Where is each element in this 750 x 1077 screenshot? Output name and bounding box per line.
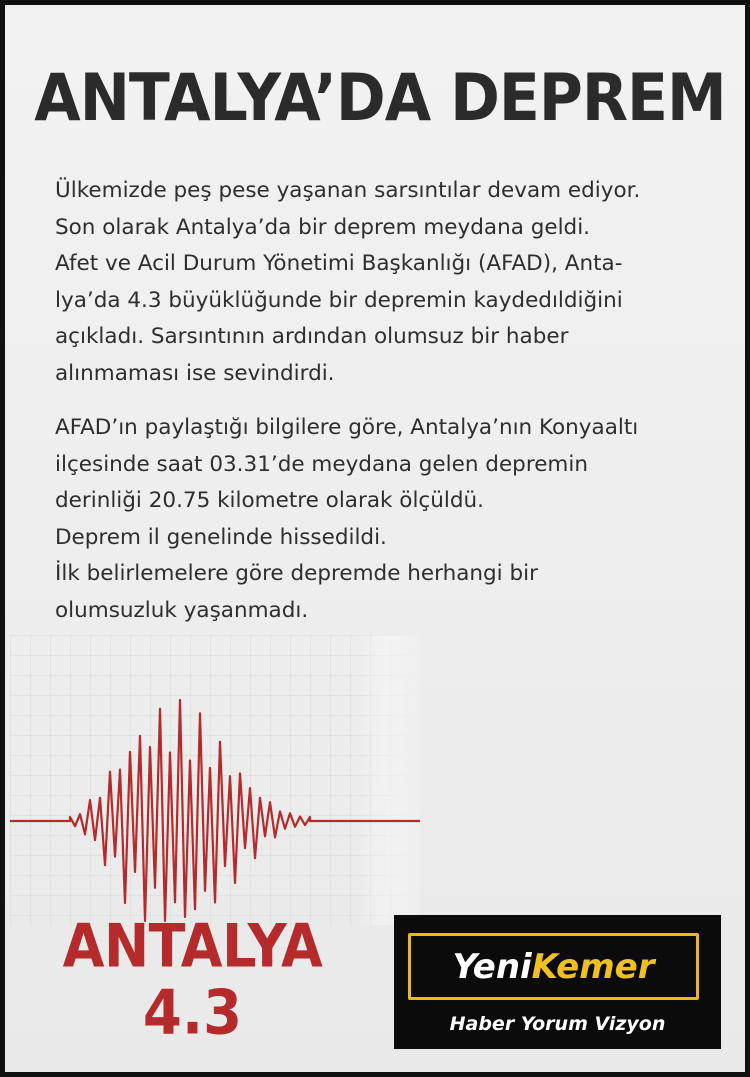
headline: ANTALYA’DA DEPREM bbox=[34, 60, 726, 137]
seismograph-wave-icon bbox=[10, 635, 420, 925]
article-line: Son olarak Antalya’da bir deprem meydana geldi. bbox=[55, 214, 591, 240]
logo-frame bbox=[408, 933, 699, 1000]
article-line: Afet ve Acil Durum Yönetimi Başkanlığı (AFAD), Anta- bbox=[55, 251, 623, 277]
article-line: İlk belirlemelere göre depremde herhangi bir bbox=[55, 561, 538, 587]
logo-name bbox=[411, 947, 696, 987]
city-label: ANTALYA bbox=[62, 911, 323, 981]
yenikemer-logo bbox=[394, 915, 721, 1049]
logo-name-part-1: Yeni bbox=[452, 947, 532, 987]
article-line: Ülkemizde peş pese yaşanan sarsıntılar devam ediyor. bbox=[55, 178, 641, 203]
logo-name-part-2: Kemer bbox=[531, 947, 655, 987]
article-paragraph-1 bbox=[55, 173, 735, 393]
logo-tagline: Haber Yorum Vizyon bbox=[449, 1013, 666, 1035]
magnitude-label: 4.3 bbox=[142, 977, 243, 1049]
article-paragraph-2 bbox=[55, 410, 735, 630]
article-line: açıkladı. Sarsıntının ardından olumsuz bir haber bbox=[55, 324, 569, 350]
article-line: ilçesinde saat 03.31’de meydana gelen depremin bbox=[55, 451, 588, 477]
article-line: Deprem il genelinde hissedildi. bbox=[55, 524, 387, 550]
article-line: lya’da 4.3 büyüklüğunde bir depremin kaydedıldiğini bbox=[55, 287, 623, 313]
article-line: AFAD’ın paylaştığı bilgilere göre, Antalya’nın Konyaaltı bbox=[55, 415, 639, 440]
article-line: derinliği 20.75 kilometre olarak ölçüldü. bbox=[55, 488, 484, 514]
article-line: olumsuzluk yaşanmadı. bbox=[55, 597, 309, 623]
article-line: alınmaması ise sevindirdi. bbox=[55, 360, 335, 386]
